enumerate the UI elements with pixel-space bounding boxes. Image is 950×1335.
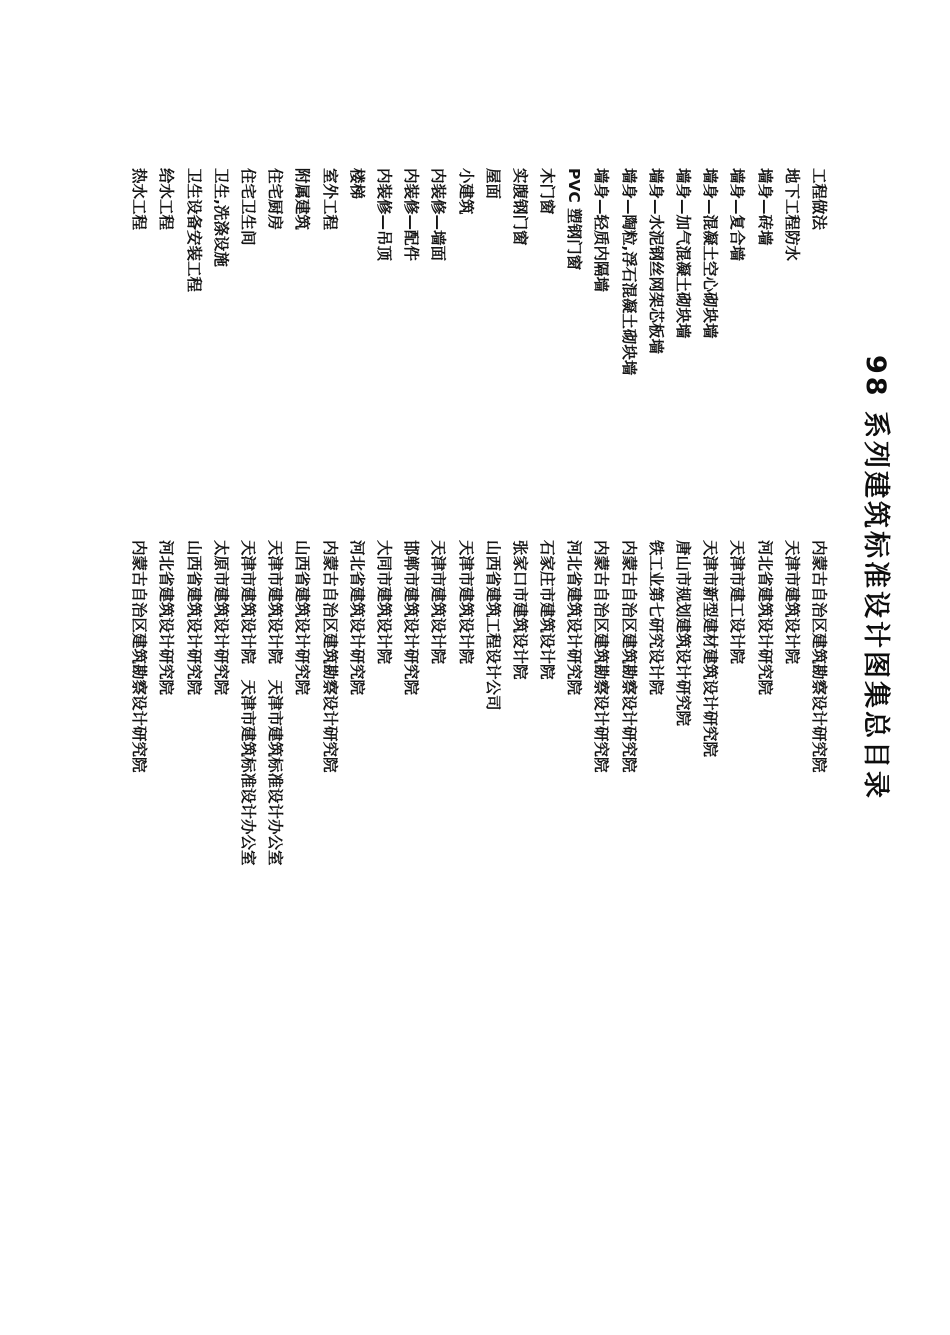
section-item: 内装修—墙面 (429, 168, 448, 262)
institute-item: 天津市建筑设计院 (429, 540, 448, 665)
section-item: 卫生设备安装工程 (184, 168, 203, 293)
institute-item: 山西省建筑设计研究院 (184, 540, 203, 696)
institute-item: 邯郸市建筑设计研究院 (402, 540, 421, 696)
section-item: 墙身—砖墙 (755, 168, 774, 246)
institute-item: 石家庄市建筑设计院 (538, 540, 557, 680)
section-item: 屋面 (483, 168, 502, 200)
section-item: 住宅卫生间 (239, 168, 258, 246)
institute-item: 大同市建筑设计院 (375, 540, 393, 665)
section-item: 小建筑 (456, 168, 475, 215)
section-item: 实腹钢门窗 (510, 168, 529, 246)
institute-item: 河北省建筑设计研究院 (565, 540, 584, 696)
section-item: 住宅厨房 (266, 168, 285, 231)
institute-item: 天津市建筑设计院 (456, 540, 475, 665)
section-item: 墙身—水泥钢丝网架芯板墙 (646, 168, 665, 355)
institute-item: 内蒙古自治区建筑勘察设计研究院 (592, 540, 611, 773)
institute-item: 内蒙古自治区建筑勘察设计研究院 (130, 540, 149, 773)
institute-item: 河北省建筑设计研究院 (157, 540, 176, 696)
section-item: 墙身—复合墙 (728, 168, 747, 262)
institute-item: 山西省建筑工程设计公司 (483, 540, 502, 711)
institute-item: 天津市建筑设计院 天津市建筑标准设计办公室 (239, 540, 258, 866)
section-item: 室外工程 (320, 168, 339, 231)
institute-item: 内蒙古自治区建筑勘察设计研究院 (810, 540, 828, 773)
section-item: 内装修—配件 (402, 168, 421, 262)
institute-list (125, 540, 832, 866)
section-item: 墙身—加气混凝土砌块墙 (674, 168, 693, 339)
section-item: 墙身—陶粒,浮石混凝土砌块墙 (619, 168, 638, 376)
section-item: 木门窗 (538, 168, 557, 215)
institute-item: 太原市建筑设计研究院 (211, 540, 230, 696)
section-item: 给水工程 (157, 168, 176, 231)
section-item: 内装修—吊顶 (375, 168, 393, 262)
document-title: 98 系列建筑标准设计图集总目录 (860, 355, 891, 801)
section-item: 墙身—混凝土空心砌块墙 (701, 168, 720, 339)
institute-item: 天津市建筑设计院 (782, 540, 801, 665)
institute-item: 内蒙古自治区建筑勘察设计研究院 (619, 540, 638, 773)
section-list (125, 168, 832, 375)
institute-item: 铁工业第七研究设计院 (646, 540, 665, 696)
section-item: 楼梯 (347, 168, 366, 200)
institute-item: 内蒙古自治区建筑勘察设计研究院 (320, 540, 339, 773)
section-item: 工程做法 (810, 168, 828, 231)
institute-item: 天津市建筑设计院 天津市建筑标准设计办公室 (266, 540, 285, 866)
section-item: PVC 塑钢门窗 (565, 168, 584, 271)
institute-item: 张家口市建筑设计院 (510, 540, 529, 680)
institute-item: 唐山市规划建筑设计研究院 (674, 540, 693, 727)
institute-item: 天津市建工设计院 (728, 540, 747, 665)
section-item: 墙身—轻质内隔墙 (592, 168, 611, 293)
section-item: 热水工程 (130, 168, 149, 231)
section-item: 卫生,洗涤设施 (211, 168, 230, 267)
institute-item: 河北省建筑设计研究院 (347, 540, 366, 696)
institute-item: 山西省建筑设计研究院 (293, 540, 312, 696)
institute-item: 天津市新型建材建筑设计研究院 (701, 540, 720, 758)
section-item: 地下工程防水 (782, 168, 801, 262)
institute-item: 河北省建筑设计研究院 (755, 540, 774, 696)
section-item: 附属建筑 (293, 168, 312, 231)
